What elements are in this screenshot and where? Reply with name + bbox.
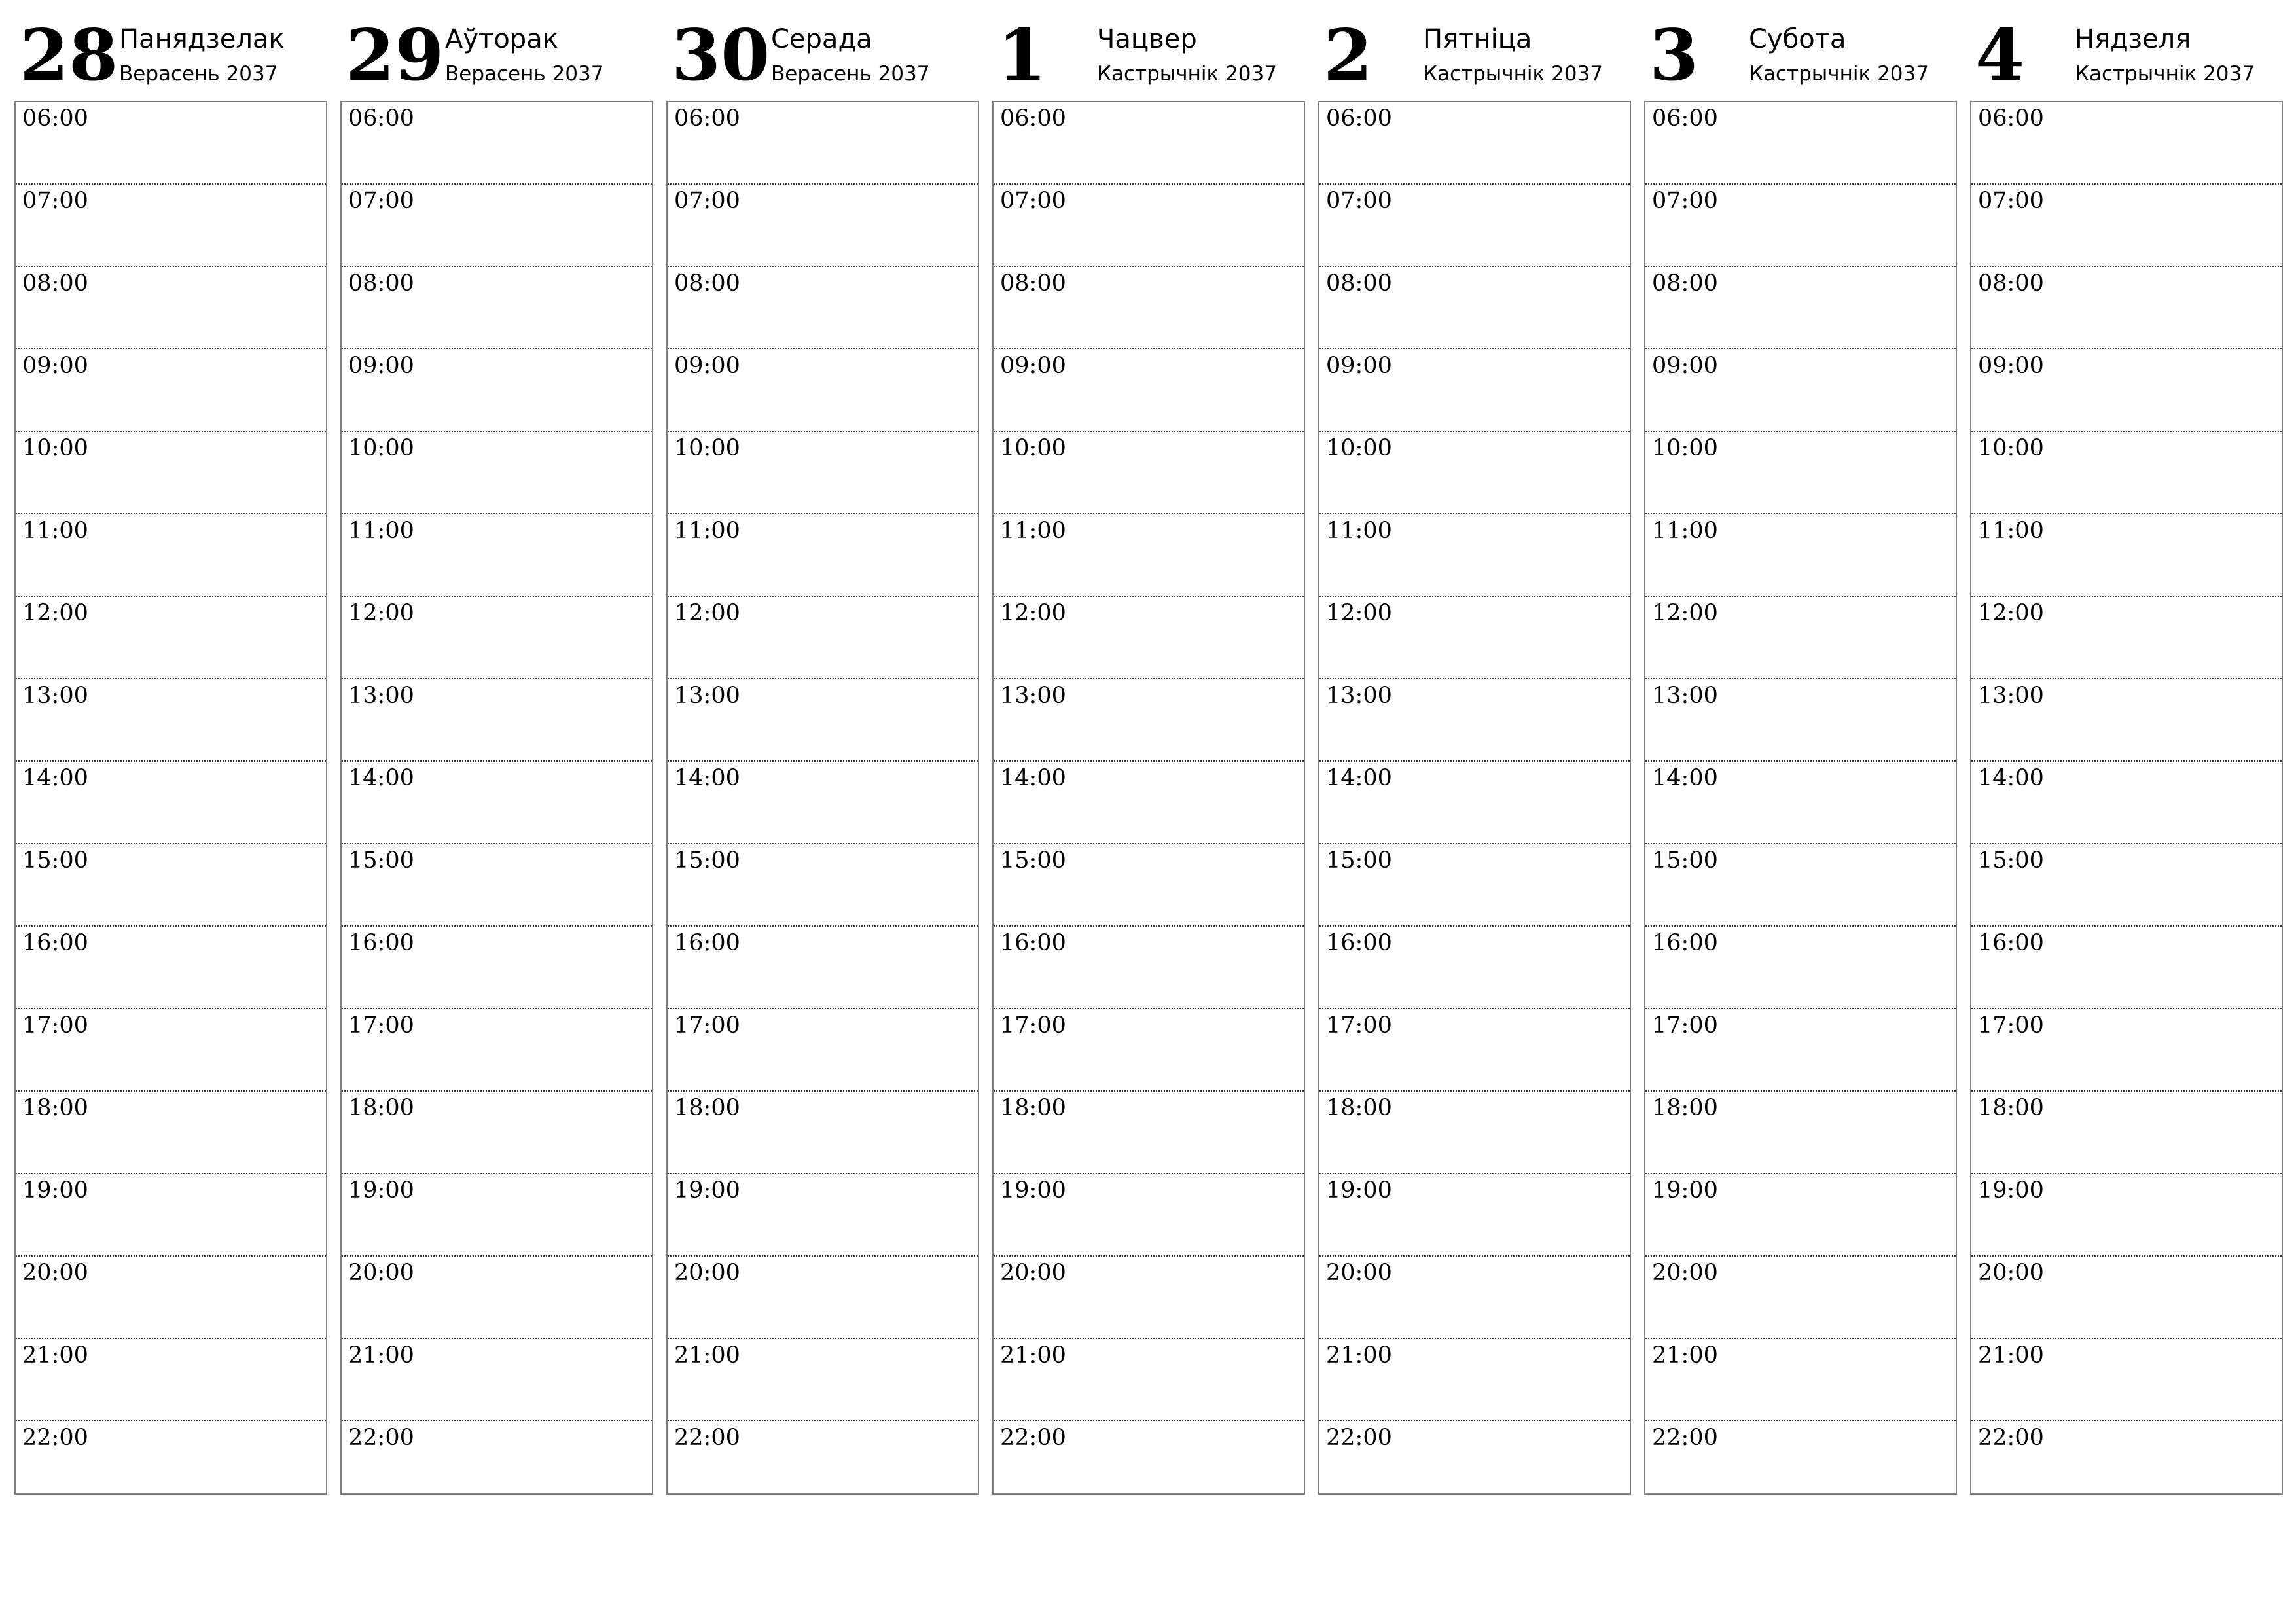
time-slot[interactable] (1319, 1257, 1630, 1339)
time-slot[interactable] (342, 1339, 652, 1421)
day-column (1318, 0, 1631, 1451)
time-label: 21:00 (1000, 1342, 1066, 1368)
time-slot[interactable] (1319, 597, 1630, 679)
time-slot[interactable] (16, 927, 326, 1009)
time-label: 07:00 (1978, 188, 2044, 214)
time-slot[interactable] (994, 267, 1304, 349)
time-label: 22:00 (674, 1425, 740, 1451)
time-label: 20:00 (348, 1260, 414, 1286)
time-label: 10:00 (1000, 435, 1066, 461)
time-label: 21:00 (1978, 1342, 2044, 1368)
time-label: 14:00 (1000, 765, 1066, 791)
time-slot[interactable] (1645, 1421, 1956, 1503)
time-label: 20:00 (1978, 1260, 2044, 1286)
time-slot[interactable] (342, 597, 652, 679)
time-slot[interactable] (994, 679, 1304, 762)
time-label: 09:00 (674, 353, 740, 379)
time-label: 14:00 (674, 765, 740, 791)
time-label: 06:00 (22, 105, 88, 132)
time-slot[interactable] (1319, 1009, 1630, 1092)
time-label: 19:00 (674, 1177, 740, 1204)
time-slot[interactable] (668, 597, 978, 679)
time-label: 15:00 (22, 847, 88, 874)
time-slot[interactable] (1971, 597, 2282, 679)
time-label: 20:00 (1000, 1260, 1066, 1286)
time-slot[interactable] (1645, 349, 1956, 432)
time-slot[interactable] (1971, 1257, 2282, 1339)
day-header (1318, 0, 1631, 101)
time-slot[interactable] (994, 1339, 1304, 1421)
time-slot[interactable] (342, 1421, 652, 1503)
day-number: 4 (1975, 14, 2025, 97)
time-label: 18:00 (1652, 1095, 1718, 1121)
time-slot[interactable] (342, 679, 652, 762)
time-label: 11:00 (348, 518, 414, 544)
time-slot[interactable] (342, 349, 652, 432)
time-slot[interactable] (16, 1009, 326, 1092)
day-name: Нядзеля (2075, 24, 2191, 54)
time-slot[interactable] (668, 1339, 978, 1421)
time-label: 11:00 (674, 518, 740, 544)
time-slot[interactable] (1319, 1092, 1630, 1174)
time-slot[interactable] (994, 762, 1304, 844)
time-slot[interactable] (1971, 1092, 2282, 1174)
time-label: 19:00 (348, 1177, 414, 1204)
time-slot[interactable] (1319, 185, 1630, 267)
day-schedule-box (1970, 101, 2283, 1495)
time-label: 22:00 (1978, 1425, 2044, 1451)
time-label: 06:00 (1326, 105, 1392, 132)
time-slot[interactable] (1319, 102, 1630, 185)
time-slot[interactable] (1645, 514, 1956, 597)
time-slot[interactable] (1319, 762, 1630, 844)
day-header (340, 0, 653, 101)
time-slot[interactable] (1645, 432, 1956, 514)
time-label: 13:00 (348, 683, 414, 709)
time-label: 11:00 (22, 518, 88, 544)
time-label: 14:00 (22, 765, 88, 791)
time-label: 10:00 (348, 435, 414, 461)
time-label: 15:00 (1326, 847, 1392, 874)
time-label: 07:00 (1326, 188, 1392, 214)
time-label: 06:00 (674, 105, 740, 132)
time-label: 10:00 (674, 435, 740, 461)
day-column (340, 0, 653, 1451)
day-month: Кастрычнік 2037 (1749, 62, 1929, 86)
day-schedule-box (340, 101, 653, 1495)
time-label: 13:00 (1000, 683, 1066, 709)
time-label: 07:00 (1652, 188, 1718, 214)
time-label: 07:00 (22, 188, 88, 214)
time-slot[interactable] (994, 1257, 1304, 1339)
time-slot[interactable] (994, 102, 1304, 185)
time-label: 17:00 (1978, 1012, 2044, 1039)
day-schedule-box (666, 101, 979, 1495)
time-slot[interactable] (668, 349, 978, 432)
time-slot[interactable] (1645, 1009, 1956, 1092)
time-slot[interactable] (1971, 762, 2282, 844)
day-header (1644, 0, 1957, 101)
day-column (1970, 0, 2283, 1451)
day-month: Верасень 2037 (119, 62, 278, 86)
time-slot[interactable] (1971, 432, 2282, 514)
time-slot[interactable] (342, 432, 652, 514)
time-slot[interactable] (668, 514, 978, 597)
time-slot[interactable] (1645, 597, 1956, 679)
time-slot[interactable] (1971, 1009, 2282, 1092)
time-label: 14:00 (348, 765, 414, 791)
time-label: 21:00 (22, 1342, 88, 1368)
time-label: 18:00 (1326, 1095, 1392, 1121)
time-slot[interactable] (1971, 267, 2282, 349)
time-slot[interactable] (342, 927, 652, 1009)
day-name: Серада (771, 24, 872, 54)
day-name: Аўторак (445, 24, 558, 54)
time-slot[interactable] (1971, 102, 2282, 185)
day-month: Кастрычнік 2037 (2075, 62, 2255, 86)
time-slot[interactable] (994, 514, 1304, 597)
time-slot[interactable] (342, 1092, 652, 1174)
time-label: 22:00 (348, 1425, 414, 1451)
time-slot[interactable] (668, 432, 978, 514)
time-slot[interactable] (668, 927, 978, 1009)
time-label: 16:00 (1652, 930, 1718, 956)
time-label: 22:00 (1652, 1425, 1718, 1451)
time-slot[interactable] (16, 762, 326, 844)
day-header (666, 0, 979, 101)
time-slot[interactable] (1971, 185, 2282, 267)
time-label: 18:00 (1000, 1095, 1066, 1121)
time-label: 12:00 (348, 600, 414, 626)
time-label: 11:00 (1326, 518, 1392, 544)
time-label: 16:00 (348, 930, 414, 956)
time-label: 07:00 (1000, 188, 1066, 214)
time-slot[interactable] (994, 1174, 1304, 1257)
time-slot[interactable] (668, 1009, 978, 1092)
time-slot[interactable] (1645, 1257, 1956, 1339)
time-slot[interactable] (994, 432, 1304, 514)
time-label: 13:00 (674, 683, 740, 709)
time-slot[interactable] (994, 185, 1304, 267)
time-label: 08:00 (1000, 270, 1066, 296)
time-slot[interactable] (1645, 102, 1956, 185)
day-month: Верасень 2037 (445, 62, 604, 86)
time-slot[interactable] (668, 267, 978, 349)
time-slot[interactable] (16, 185, 326, 267)
time-label: 08:00 (1326, 270, 1392, 296)
time-label: 10:00 (1978, 435, 2044, 461)
time-slot[interactable] (342, 1009, 652, 1092)
time-label: 21:00 (348, 1342, 414, 1368)
time-slot[interactable] (1319, 1339, 1630, 1421)
time-slot[interactable] (1645, 1339, 1956, 1421)
day-number: 28 (20, 14, 118, 97)
time-slot[interactable] (1645, 185, 1956, 267)
time-slot[interactable] (668, 762, 978, 844)
time-label: 21:00 (1326, 1342, 1392, 1368)
day-month: Кастрычнік 2037 (1423, 62, 1603, 86)
time-label: 20:00 (1326, 1260, 1392, 1286)
time-label: 13:00 (22, 683, 88, 709)
time-label: 16:00 (674, 930, 740, 956)
time-label: 09:00 (348, 353, 414, 379)
time-label: 16:00 (1978, 930, 2044, 956)
time-label: 18:00 (22, 1095, 88, 1121)
time-label: 15:00 (1000, 847, 1066, 874)
time-label: 12:00 (22, 600, 88, 626)
day-name: Пятніца (1423, 24, 1532, 54)
time-slot[interactable] (994, 927, 1304, 1009)
day-column (992, 0, 1305, 1451)
time-slot[interactable] (668, 1092, 978, 1174)
day-month: Кастрычнік 2037 (1097, 62, 1277, 86)
time-slot[interactable] (668, 185, 978, 267)
time-slot[interactable] (994, 1009, 1304, 1092)
time-slot[interactable] (1319, 927, 1630, 1009)
time-label: 17:00 (1326, 1012, 1392, 1039)
day-column (14, 0, 327, 1451)
time-slot[interactable] (16, 102, 326, 185)
time-label: 06:00 (1000, 105, 1066, 132)
time-label: 20:00 (1652, 1260, 1718, 1286)
time-slot[interactable] (668, 1174, 978, 1257)
time-label: 19:00 (1978, 1177, 2044, 1204)
time-label: 09:00 (1652, 353, 1718, 379)
time-slot[interactable] (1319, 844, 1630, 927)
time-slot[interactable] (668, 1421, 978, 1503)
time-slot[interactable] (1319, 679, 1630, 762)
time-slot[interactable] (1971, 514, 2282, 597)
time-slot[interactable] (342, 185, 652, 267)
time-label: 19:00 (1326, 1177, 1392, 1204)
time-slot[interactable] (1645, 1092, 1956, 1174)
time-label: 16:00 (1326, 930, 1392, 956)
day-number: 30 (672, 14, 770, 97)
time-slot[interactable] (342, 1257, 652, 1339)
time-label: 19:00 (22, 1177, 88, 1204)
time-label: 20:00 (674, 1260, 740, 1286)
time-slot[interactable] (1645, 927, 1956, 1009)
time-label: 21:00 (674, 1342, 740, 1368)
time-label: 17:00 (1652, 1012, 1718, 1039)
time-slot[interactable] (994, 1092, 1304, 1174)
time-slot[interactable] (1319, 1174, 1630, 1257)
time-slot[interactable] (16, 267, 326, 349)
day-schedule-box (1644, 101, 1957, 1495)
time-label: 12:00 (1652, 600, 1718, 626)
time-label: 10:00 (22, 435, 88, 461)
time-label: 21:00 (1652, 1342, 1718, 1368)
time-label: 11:00 (1652, 518, 1718, 544)
time-slot[interactable] (1645, 1174, 1956, 1257)
time-label: 10:00 (1652, 435, 1718, 461)
time-label: 22:00 (1326, 1425, 1392, 1451)
time-label: 14:00 (1326, 765, 1392, 791)
time-slot[interactable] (1971, 349, 2282, 432)
time-label: 17:00 (22, 1012, 88, 1039)
time-label: 06:00 (348, 105, 414, 132)
time-label: 09:00 (1326, 353, 1392, 379)
time-slot[interactable] (668, 679, 978, 762)
time-label: 08:00 (1978, 270, 2044, 296)
time-slot[interactable] (16, 514, 326, 597)
time-slot[interactable] (16, 1174, 326, 1257)
time-label: 09:00 (22, 353, 88, 379)
time-slot[interactable] (16, 844, 326, 927)
time-label: 17:00 (674, 1012, 740, 1039)
time-label: 15:00 (1978, 847, 2044, 874)
day-month: Верасень 2037 (771, 62, 930, 86)
time-label: 12:00 (674, 600, 740, 626)
time-label: 10:00 (1326, 435, 1392, 461)
time-slot[interactable] (1319, 1421, 1630, 1503)
time-label: 08:00 (22, 270, 88, 296)
day-schedule-box (992, 101, 1305, 1495)
time-slot[interactable] (16, 1092, 326, 1174)
day-name: Чацвер (1097, 24, 1197, 54)
time-slot[interactable] (1971, 844, 2282, 927)
time-slot[interactable] (994, 349, 1304, 432)
time-slot[interactable] (668, 1257, 978, 1339)
time-slot[interactable] (1319, 432, 1630, 514)
time-slot[interactable] (342, 102, 652, 185)
time-label: 12:00 (1000, 600, 1066, 626)
day-header (1970, 0, 2283, 101)
time-label: 07:00 (348, 188, 414, 214)
time-slot[interactable] (16, 1339, 326, 1421)
time-slot[interactable] (668, 844, 978, 927)
time-label: 07:00 (674, 188, 740, 214)
time-label: 16:00 (22, 930, 88, 956)
time-label: 22:00 (22, 1425, 88, 1451)
time-label: 08:00 (348, 270, 414, 296)
time-slot[interactable] (1971, 1421, 2282, 1503)
day-column (666, 0, 979, 1451)
day-schedule-box (1318, 101, 1631, 1495)
time-slot[interactable] (668, 102, 978, 185)
day-header (14, 0, 327, 101)
time-label: 18:00 (1978, 1095, 2044, 1121)
time-slot[interactable] (1319, 514, 1630, 597)
day-number: 3 (1649, 14, 1699, 97)
time-label: 12:00 (1978, 600, 2044, 626)
time-slot[interactable] (16, 432, 326, 514)
day-schedule-box (14, 101, 327, 1495)
time-slot[interactable] (1645, 762, 1956, 844)
time-label: 11:00 (1978, 518, 2044, 544)
time-slot[interactable] (994, 597, 1304, 679)
time-slot[interactable] (342, 267, 652, 349)
day-name: Панядзелак (119, 24, 285, 54)
day-column (1644, 0, 1957, 1451)
day-header (992, 0, 1305, 101)
time-label: 12:00 (1326, 600, 1392, 626)
time-label: 06:00 (1978, 105, 2044, 132)
time-slot[interactable] (1971, 1339, 2282, 1421)
time-label: 13:00 (1326, 683, 1392, 709)
time-slot[interactable] (1319, 267, 1630, 349)
time-slot[interactable] (16, 597, 326, 679)
time-label: 09:00 (1000, 353, 1066, 379)
time-slot[interactable] (1319, 349, 1630, 432)
time-slot[interactable] (342, 514, 652, 597)
time-slot[interactable] (342, 1174, 652, 1257)
time-slot[interactable] (16, 1421, 326, 1503)
time-label: 15:00 (1652, 847, 1718, 874)
time-slot[interactable] (16, 1257, 326, 1339)
time-slot[interactable] (1971, 927, 2282, 1009)
day-number: 1 (997, 14, 1047, 97)
time-label: 18:00 (674, 1095, 740, 1121)
time-label: 14:00 (1652, 765, 1718, 791)
time-label: 08:00 (674, 270, 740, 296)
time-label: 08:00 (1652, 270, 1718, 296)
time-label: 06:00 (1652, 105, 1718, 132)
time-label: 20:00 (22, 1260, 88, 1286)
time-label: 11:00 (1000, 518, 1066, 544)
time-slot[interactable] (342, 762, 652, 844)
time-label: 18:00 (348, 1095, 414, 1121)
time-slot[interactable] (1645, 267, 1956, 349)
time-label: 17:00 (1000, 1012, 1066, 1039)
time-label: 22:00 (1000, 1425, 1066, 1451)
day-number: 29 (346, 14, 444, 97)
time-label: 14:00 (1978, 765, 2044, 791)
time-slot[interactable] (342, 844, 652, 927)
time-label: 13:00 (1652, 683, 1718, 709)
time-label: 17:00 (348, 1012, 414, 1039)
day-name: Субота (1749, 24, 1846, 54)
time-label: 19:00 (1000, 1177, 1066, 1204)
time-label: 09:00 (1978, 353, 2044, 379)
time-label: 19:00 (1652, 1177, 1718, 1204)
time-slot[interactable] (994, 844, 1304, 927)
day-number: 2 (1323, 14, 1373, 97)
time-slot[interactable] (994, 1421, 1304, 1503)
time-label: 15:00 (348, 847, 414, 874)
time-slot[interactable] (16, 349, 326, 432)
time-label: 16:00 (1000, 930, 1066, 956)
time-slot[interactable] (16, 679, 326, 762)
time-label: 15:00 (674, 847, 740, 874)
time-label: 13:00 (1978, 683, 2044, 709)
time-slot[interactable] (1645, 844, 1956, 927)
time-slot[interactable] (1971, 679, 2282, 762)
time-slot[interactable] (1645, 679, 1956, 762)
time-slot[interactable] (1971, 1174, 2282, 1257)
